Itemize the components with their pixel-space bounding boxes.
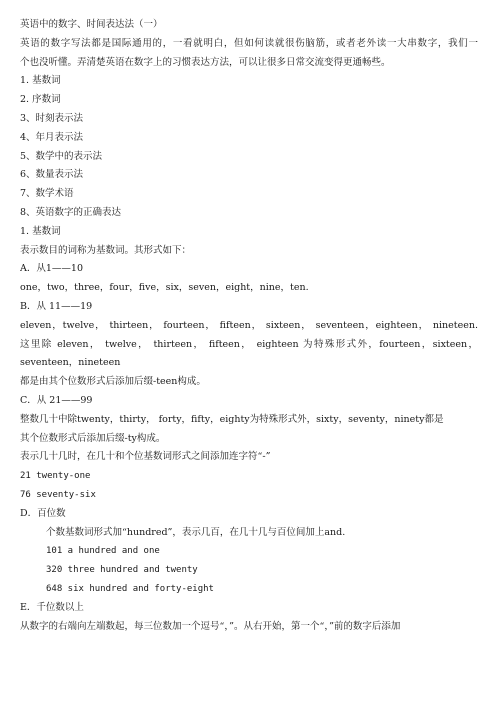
subsection-e-text: 从数字的右端向左端数起，每三位数加一个逗号“，”。从右开始，第一个“，”前的数字后添加 (20, 620, 401, 632)
subsection-c-example-2: 76 seventy-six (20, 489, 96, 500)
subsection-a-text: one，two，three，four，five，six，seven，eight，nine，ten. (20, 282, 309, 294)
subsection-c-example-1: 21 twenty-one (20, 471, 91, 482)
subsection-c-text-3: 表示几十几时，在几十和个位基数词形式之间添加连字符“-” (20, 451, 271, 463)
subsection-b-note-1: 这里除 eleven， twelve， thirteen， fifteen， eighteen 为特殊形式外，fourteen，sixteen， (20, 338, 478, 350)
document-title: 英语中的数字、时间表达法（一） (20, 19, 163, 30)
subsection-b-note-3: 都是由其个位数形式后添加后缀-teen构成。 (20, 376, 206, 388)
intro-line-2: 个也没听懂。弄清楚英语在数字上的习惯表达方法，可以让很多日常交流变得更通畅些。 (20, 56, 391, 68)
subsection-d-text: 个数基数词形式加“hundred”，表示几百，在几十几与百位间加上and. (46, 526, 346, 538)
subsection-e-heading: E．千位数以上 (20, 601, 84, 613)
cardinal-definition: 表示数目的词称为基数词。其形式如下： (20, 244, 192, 256)
toc-item-date: 4、年月表示法 (20, 131, 84, 143)
subsection-d-example-1: 101 a hundred and one (46, 546, 160, 557)
toc-item-correct-expression: 8、英语数字的正确表达 (20, 206, 122, 218)
subsection-b-list: eleven，twelve， thirteen， fourteen， fifteen， sixteen， seventeen，eighteen， nineteen. (20, 319, 478, 331)
subsection-d-heading: D．百位数 (20, 507, 66, 519)
subsection-c-text-2: 其个位数形式后添加后缀-ty构成。 (20, 432, 166, 444)
subsection-c-text-1: 整数几十中除twenty，thirty， forty，fifty，eighty为特殊形式外，sixty，seventy，ninety都是 (20, 413, 444, 425)
subsection-c-heading: C．从 21——99 (20, 394, 93, 406)
document-page (20, 16, 478, 636)
toc-item-math-terms: 7、数学术语 (20, 188, 74, 200)
toc-item-quantity: 6、数量表示法 (20, 169, 84, 181)
subsection-d-example-3: 648 six hundred and forty-eight (46, 583, 214, 594)
toc-item-time: 3、时刻表示法 (20, 112, 84, 124)
intro-line-1: 英语的数字写法都是国际通用的，一看就明白，但如何读就很伤脑筋，或者老外读一大串数字，我们一 (20, 37, 478, 49)
section-heading-cardinal: 1. 基数词 (20, 225, 61, 237)
subsection-b-note-2: seventeen，nineteen (20, 357, 121, 369)
subsection-a-heading: A．从1——10 (20, 263, 83, 275)
subsection-d-example-2: 320 three hundred and twenty (46, 565, 198, 576)
toc-item-ordinal: 2. 序数词 (20, 94, 61, 106)
subsection-b-heading: B．从 11——19 (20, 300, 93, 312)
toc-item-math-notation: 5、数学中的表示法 (20, 150, 103, 162)
toc-item-cardinal: 1. 基数词 (20, 75, 61, 87)
